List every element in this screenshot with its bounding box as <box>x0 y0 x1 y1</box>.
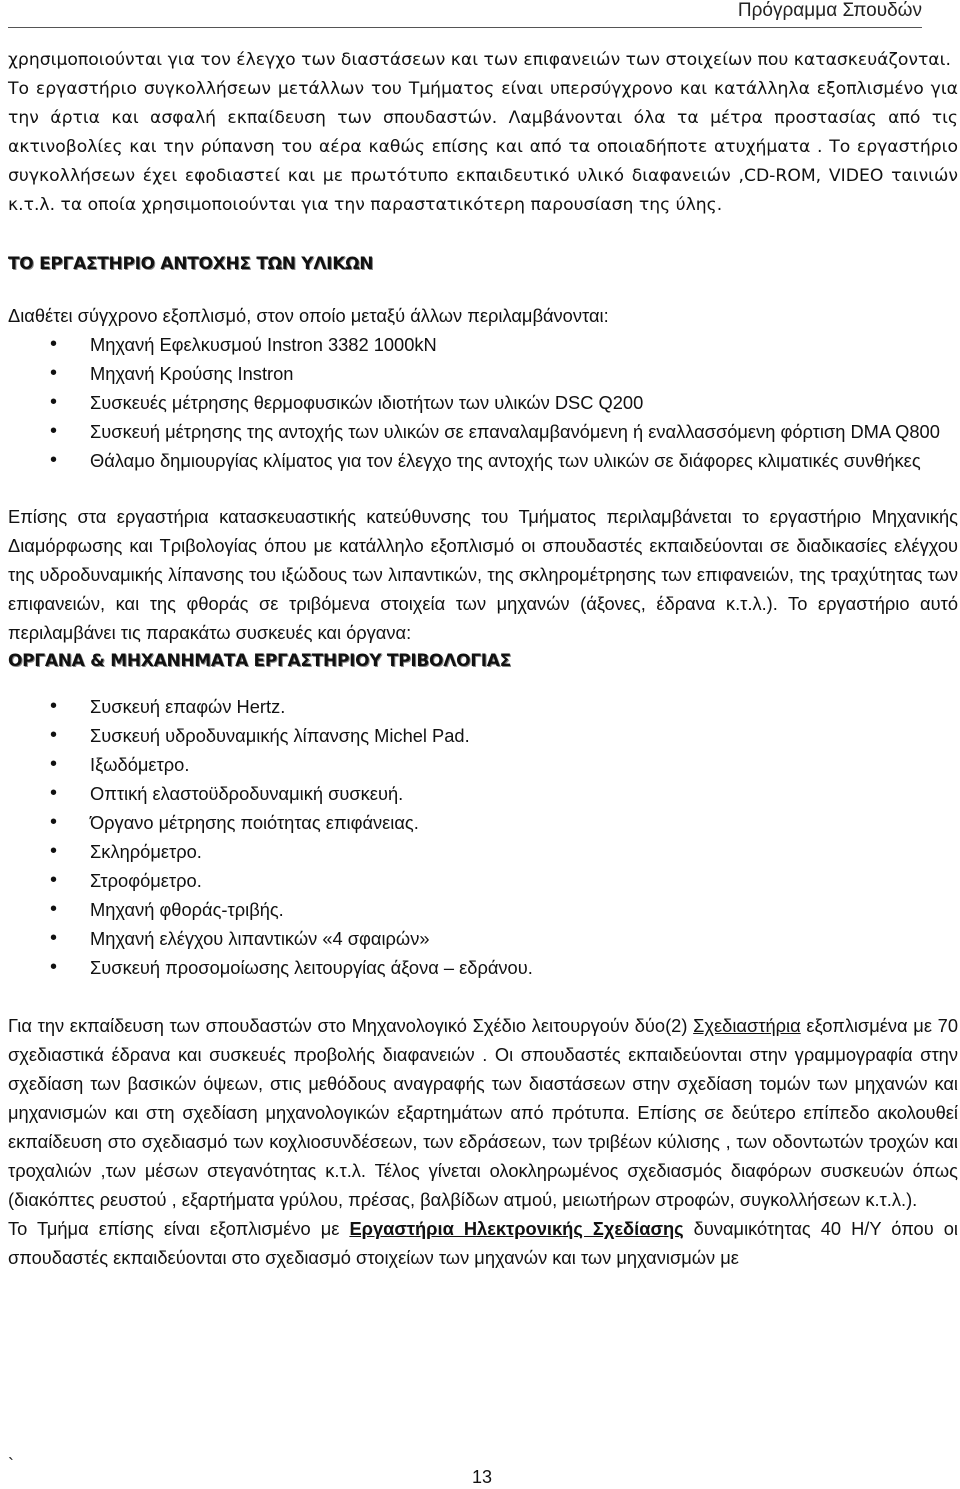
list-item: • Μηχανή Κρούσης Instron <box>8 359 958 388</box>
list-item: • Συσκευή υδροδυναμικής λίπανσης Michel Pad. <box>8 721 958 750</box>
drawing-paragraph <box>8 1011 958 1214</box>
list-item: • Σκληρόμετρο. <box>8 837 958 866</box>
electronic-text-start: Το Τμήμα επίσης είναι εξοπλισμένο με <box>8 1218 350 1239</box>
list-item: • Μηχανή ελέγχου λιπαντικών «4 σφαιρών» <box>8 924 958 953</box>
intro-paragraph-2: Το εργαστήριο συγκολλήσεων μετάλλων του Τμήματος είναι υπερσύγχρονο και κατάλληλα εξοπλισμένο για την άρτια και ασφαλή εκπαίδευση των σπουδαστών. Λαμβάνονται όλα τα μέτρα προστασίας από τις ακτινοβολίες και την ρύπανση του αέρα καθώς επίσης και από τα οποιαδήποτε ατυχήματα . Το εργαστήριο συγκολλήσεων έχει εφοδιαστεί και με πρωτότυπο εκπαιδευτικό υλικό διαφανειών ,CD-ROM, VIDEO ταινιών κ.τ.λ. τα οποία χρησιμοποιούνται για την παραστατικότερη παρουσίαση της ύλης. <box>8 79 958 215</box>
electronic-design-paragraph <box>8 1214 958 1272</box>
strength-lab-intro: Διαθέτει σύγχρονο εξοπλισμό, στον οποίο μεταξύ άλλων περιλαμβάνονται: <box>8 305 609 326</box>
list-item: • Συσκευή προσομοίωσης λειτουργίας άξονα – εδράνου. <box>8 953 958 982</box>
list-item: • Όργανο μέτρησης ποιότητας επιφάνειας. <box>8 808 958 837</box>
tribology-heading: ΟΡΓΑΝΑ & ΜΗΧΑΝΗΜΑΤΑ ΕΡΓΑΣΤΗΡΙΟΥ ΤΡΙΒΟΛΟΓΙΑΣ <box>8 651 511 671</box>
list-item: • Θάλαμο δημιουργίας κλίματος για τον έλεγχο της αντοχής των υλικών σε διάφορες κλιματικές συνθήκες <box>8 446 958 475</box>
drawing-text-end: εξοπλισμένα με 70 σχεδιαστικά έδρανα και συσκευές προβολής διαφανειών . Οι σπουδαστές εκπαιδεύονται στην γραμμογραφία στην σχεδίαση των βασικών όψεων, στις μεθόδους αναγραφής των διαστάσεων στην σχεδίαση τομών των μηχανών και μηχανισμών και στη σχεδίαση μηχανολογικών εξαρτημάτων από πρότυπα. Επίσης σε δεύτερο επίπεδο ακολουθεί εκπαίδευση στο σχεδιασμό των κοχλιοσυνδέσεων, των εδράσεων, των τριβέων κύλισης , των οδοντωτών τροχών και τροχαλιών ,των μέσων στεγανότητας κ.τ.λ. Τέλος γίνεται ολοκληρωμένος σχεδιασμός διαφόρων συσκευών όπως (διακόπτες ρευστού , εξαρτήματα γρύλου, πρέσας, βαλβίδων ατμού, μειωτήρων στροφών, συγκολλήσεων κ.τ.λ.). <box>8 1015 958 1210</box>
tribology-paragraph: Επίσης στα εργαστήρια κατασκευαστικής κατεύθυνσης του Τμήματος περιλαμβάνεται το εργαστήριο Μηχανικής Διαμόρφωσης και Τριβολογίας όπου με κατάλληλο εξοπλισμό οι σπουδαστές εκπαιδεύονται σε διαδικασίες ελέγχου της υδροδυναμικής λίπανσης του ιξώδους των λιπαντικών, της σκληρομέτρησης των επιφανειών, της τραχύτητας των επιφανειών, και της φθοράς σε τριβόμενα στοιχεία των μηχανών (άξονες, έδρανα κ.τ.λ.). Το εργαστήριο αυτό περιλαμβάνει τις παρακάτω συσκευές και όργανα: <box>8 506 958 643</box>
list-item: • Συσκευές μέτρησης θερμοφυσικών ιδιοτήτων των υλικών DSC Q200 <box>8 388 958 417</box>
header-divider <box>8 27 922 28</box>
page-content <box>8 46 958 1272</box>
list-item: • Μηχανή φθοράς-τριβής. <box>8 895 958 924</box>
drawing-rooms-underlined: Σχεδιαστήρια <box>693 1015 801 1036</box>
drawing-text-start: Για την εκπαίδευση των σπουδαστών στο Μηχανολογικό Σχέδιο λειτουργούν δύο(2) <box>8 1015 694 1036</box>
electronic-design-labs-bold: Εργαστήρια Ηλεκτρονικής Σχεδίασης <box>349 1218 684 1239</box>
list-item: • Ιξωδόμετρο. <box>8 750 958 779</box>
list-item: • Στροφόμετρο. <box>8 866 958 895</box>
list-item: • Μηχανή Εφελκυσμού Instron 3382 1000kN <box>8 330 958 359</box>
tribology-list <box>8 692 958 982</box>
footer-mark: ` <box>8 1455 14 1475</box>
strength-lab-list <box>8 330 958 475</box>
strength-lab-heading: ΤΟ ΕΡΓΑΣΤΗΡΙΟ ΑΝΤΟΧΗΣ ΤΩΝ ΥΛΙΚΩΝ <box>8 254 374 274</box>
page-number: 13 <box>472 1467 493 1487</box>
page-header-title: Πρόγραμμα Σπουδών <box>737 0 922 21</box>
intro-paragraph-1: χρησιμοποιούνται για τον έλεγχο των διαστάσεων και των επιφανειών των στοιχείων που κατασκευάζονται. <box>8 50 951 70</box>
electronic-text-end: δυναμικότητας 40 Η/Υ όπου οι σπουδαστές εκπαιδεύονται στο σχεδιασμό στοιχείων των μηχανών και των μηχανισμών με <box>8 1218 958 1268</box>
list-item: • Συσκευή επαφών Hertz. <box>8 692 958 721</box>
list-item: • Οπτική ελαστοϋδροδυναμική συσκευή. <box>8 779 958 808</box>
list-item: • Συσκευή μέτρησης της αντοχής των υλικών σε επαναλαμβανόμενη ή εναλλασσόμενη φόρτιση DMA Q800 <box>8 417 958 446</box>
